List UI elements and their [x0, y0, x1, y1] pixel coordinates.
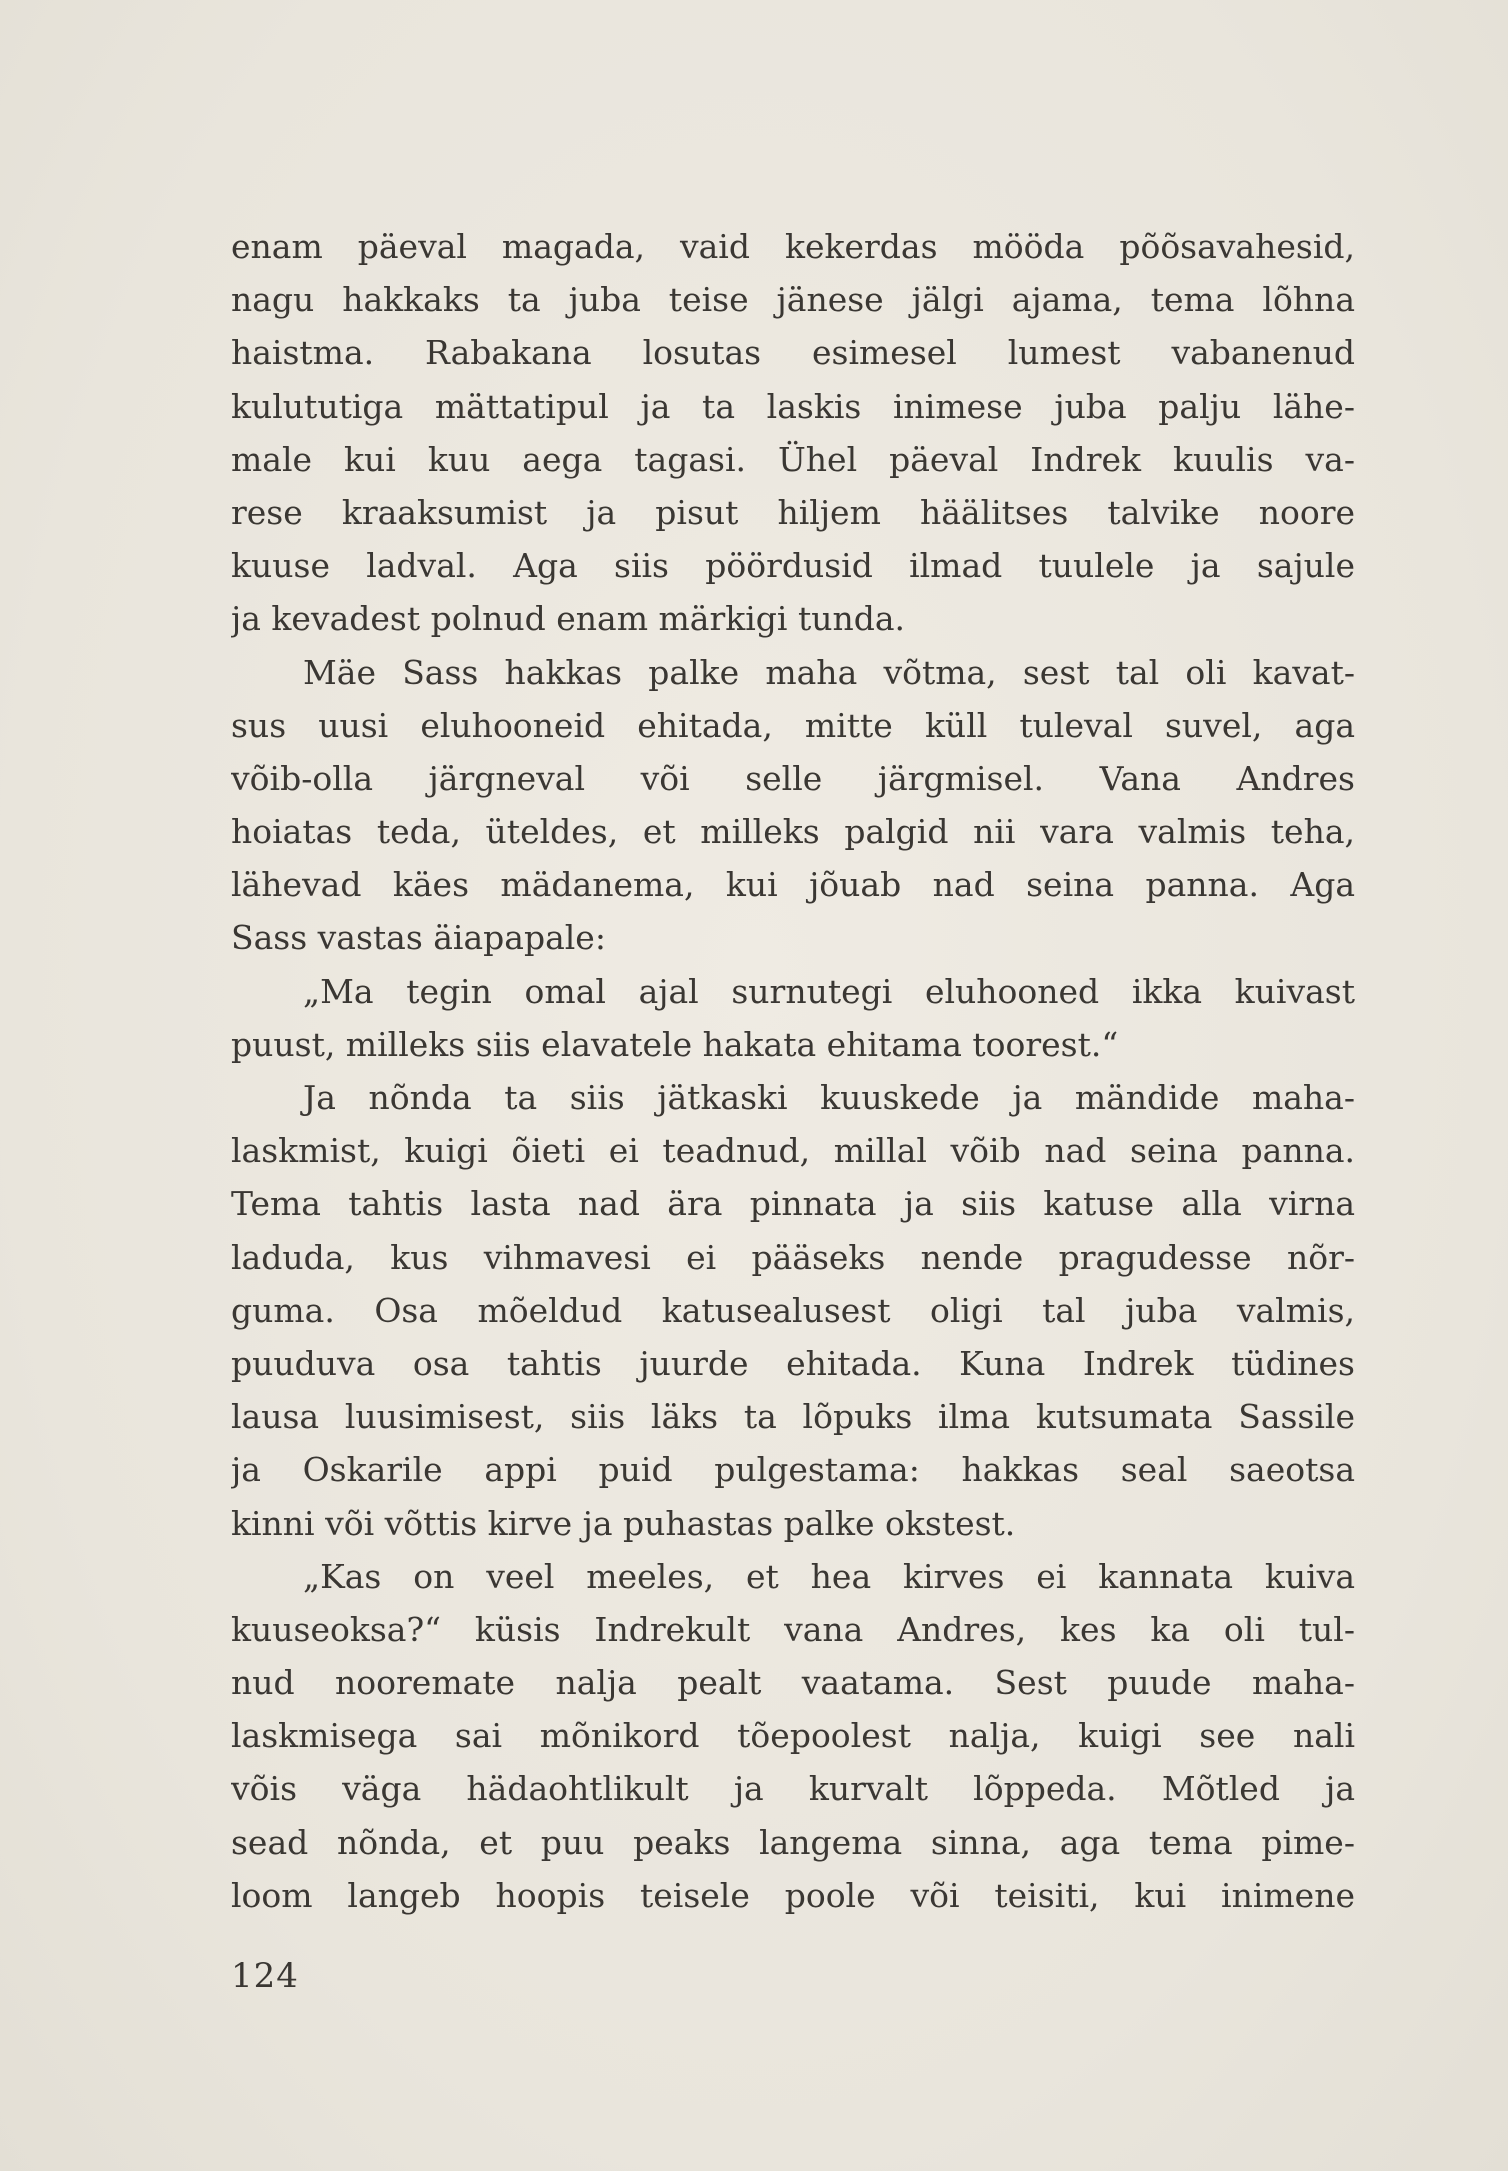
text-line: „Kas on veel meeles, et hea kirves ei kannata kuiva	[303, 1556, 1355, 1596]
text-line: male kui kuu aega tagasi. Ühel päeval Indrek kuulis va-	[231, 439, 1355, 479]
text-line: kinni või võttis kirve ja puhastas palke okstest.	[231, 1503, 1016, 1543]
text-line: haistma. Rabakana losutas esimesel lumest vabanenud	[231, 333, 1355, 373]
text-line: loom langeb hoopis teisele poole või teisiti, kui inimene	[231, 1875, 1355, 1915]
text-line: lausa luusimisest, siis läks ta lõpuks ilma kutsumata Sassile	[231, 1397, 1355, 1437]
text-line: laduda, kus vihmavesi ei pääseks nende pragudesse nõr-	[231, 1237, 1355, 1277]
text-line: nud nooremate nalja pealt vaatama. Sest puude maha-	[231, 1663, 1355, 1703]
text-line: laskmist, kuigi õieti ei teadnud, millal võib nad seina panna.	[231, 1131, 1355, 1171]
text-line: kulututiga mättatipul ja ta laskis inimese juba palju lähe-	[231, 386, 1355, 426]
text-line: sead nõnda, et puu peaks langema sinna, aga tema pime-	[231, 1822, 1355, 1862]
text-line: rese kraaksumist ja pisut hiljem häälitses talvike noore	[231, 492, 1355, 532]
body-text	[231, 220, 1355, 1922]
text-line: kuuseoksa?“ küsis Indrekult vana Andres, kes ka oli tul-	[231, 1609, 1355, 1649]
text-line: ja Oskarile appi puid pulgestama: hakkas seal saeotsa	[231, 1450, 1355, 1490]
page-number: 124	[231, 1956, 299, 1996]
text-line: laskmisega sai mõnikord tõepoolest nalja, kuigi see nali	[231, 1716, 1355, 1756]
text-line: sus uusi eluhooneid ehitada, mitte küll tuleval suvel, aga	[231, 705, 1355, 745]
text-line: „Ma tegin omal ajal surnutegi eluhooned ikka kuivast	[303, 971, 1355, 1011]
text-line: lähevad käes mädanema, kui jõuab nad seina panna. Aga	[231, 865, 1355, 905]
text-line: guma. Osa mõeldud katusealusest oligi tal juba valmis,	[231, 1290, 1355, 1330]
text-line: võib-olla järgneval või selle järgmisel. Vana Andres	[231, 758, 1355, 798]
text-line: Tema tahtis lasta nad ära pinnata ja siis katuse alla virna	[231, 1184, 1355, 1224]
text-line: Ja nõnda ta siis jätkaski kuuskede ja mändide maha-	[303, 1078, 1355, 1117]
text-line: kuuse ladval. Aga siis pöördusid ilmad tuulele ja sajule	[231, 546, 1355, 586]
text-line: võis väga hädaohtlikult ja kurvalt lõppeda. Mõtled ja	[231, 1769, 1355, 1809]
text-line: Sass vastas äiapapale:	[231, 918, 606, 958]
text-line: enam päeval magada, vaid kekerdas mööda põõsavahesid,	[231, 227, 1355, 266]
text-line: puuduva osa tahtis juurde ehitada. Kuna Indrek tüdines	[231, 1343, 1355, 1383]
text-line: hoiatas teda, üteldes, et milleks palgid nii vara valmis teha,	[231, 812, 1355, 852]
text-line: Mäe Sass hakkas palke maha võtma, sest tal oli kavat-	[303, 652, 1355, 692]
text-line: ja kevadest polnud enam märkigi tunda.	[231, 599, 906, 639]
text-line: nagu hakkaks ta juba teise jänese jälgi ajama, tema lõhna	[231, 280, 1355, 320]
text-line: puust, milleks siis elavatele hakata ehitama toorest.“	[231, 1024, 1119, 1064]
